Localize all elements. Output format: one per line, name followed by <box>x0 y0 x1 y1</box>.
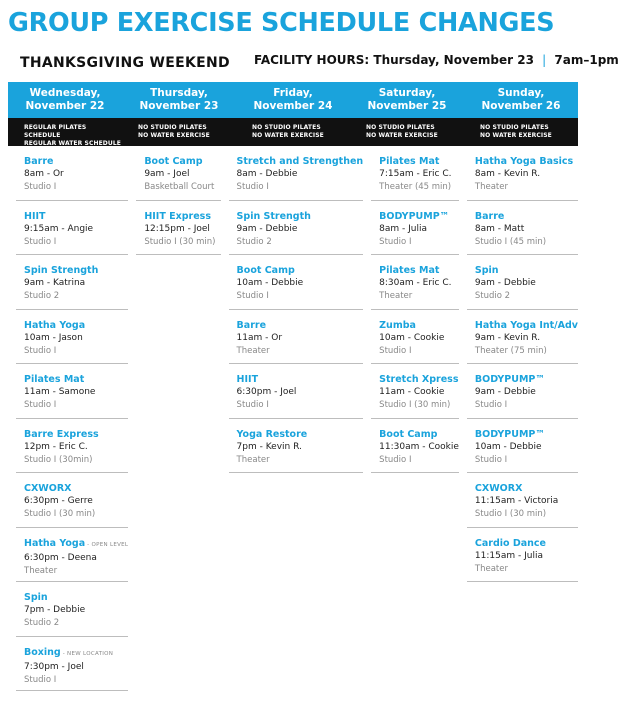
class-name-text: Hatha Yoga Basics <box>474 156 574 167</box>
note-line: REGULAR WATER SCHEDULE <box>24 140 121 147</box>
class-entry <box>8 364 128 419</box>
class-name-text: Stretch and Strengthen <box>236 156 364 167</box>
class-entry <box>459 528 578 583</box>
class-entry <box>8 255 128 310</box>
class-name <box>475 210 578 223</box>
class-location: Studio I <box>24 236 57 247</box>
class-name-text: Barre <box>24 156 54 167</box>
day-date: November 24 <box>253 100 333 112</box>
facility-hours-label: FACILITY HOURS: <box>254 53 370 67</box>
subheading <box>20 52 619 71</box>
note-line: NO WATER EXERCISE <box>252 132 324 139</box>
class-entry <box>363 419 459 474</box>
class-location: Studio I <box>474 400 508 410</box>
class-location: Studio I <box>236 291 269 301</box>
class-location: Theater <box>236 454 270 465</box>
class-name <box>24 319 128 332</box>
class-name-text: Yoga Restore <box>236 428 308 440</box>
class-entry <box>363 310 459 365</box>
note-line: REGULAR PILATES SCHEDULE <box>24 124 87 139</box>
day-column-saturday <box>363 146 459 691</box>
class-entry <box>459 419 578 474</box>
class-time-instructor: 7:30pm - Joel <box>24 661 84 672</box>
class-time-instructor: 7pm - Kevin R. <box>236 441 302 452</box>
class-time-instructor: 8am - Or <box>24 169 64 179</box>
day-weekday: Saturday, <box>378 87 436 99</box>
class-time-instructor: 7pm - Debbie <box>24 605 86 615</box>
class-entry <box>8 310 128 365</box>
class-name <box>475 428 578 441</box>
note-line: NO STUDIO PILATES <box>366 124 435 131</box>
class-name <box>379 319 459 332</box>
class-time-instructor: 6:30pm - Gerre <box>24 496 93 506</box>
class-name <box>475 319 578 332</box>
class-name-text: Stretch Xpress <box>379 374 459 385</box>
class-time-instructor: 12:15pm - Joel <box>144 223 210 234</box>
class-name <box>24 537 128 552</box>
class-name <box>237 264 364 277</box>
class-location: Theater (45 min) <box>379 182 452 192</box>
class-entry <box>8 473 128 528</box>
class-name <box>24 155 128 168</box>
class-name-text: CXWORX <box>24 483 72 494</box>
class-name-text: Barre Express <box>24 428 99 440</box>
class-time-instructor: 10am - Cookie <box>379 332 445 343</box>
class-time-instructor: 8am - Julia <box>379 223 428 234</box>
day-note-wednesday <box>8 118 122 146</box>
class-name <box>237 155 364 168</box>
class-name <box>475 155 578 168</box>
class-name-text: Hatha Yoga Int/Adv <box>474 319 578 331</box>
class-entry <box>363 146 459 201</box>
class-name <box>379 264 459 277</box>
class-location: Theater <box>236 345 270 356</box>
class-time-instructor: 6:30pm - Joel <box>236 387 297 397</box>
class-location: Studio I (30min) <box>24 454 93 465</box>
class-name-text: Boxing <box>24 646 61 658</box>
class-entry <box>8 201 128 256</box>
day-header-saturday <box>350 82 464 118</box>
class-time-instructor: 9am - Debbie <box>474 278 536 288</box>
class-entry <box>459 255 578 310</box>
note-line: NO STUDIO PILATES <box>138 124 207 131</box>
class-location: Theater <box>379 291 413 301</box>
class-name-text: Hatha Yoga <box>24 319 86 331</box>
day-header-sunday <box>464 82 578 118</box>
class-name <box>379 428 459 441</box>
day-column-friday <box>221 146 364 691</box>
class-location: Studio I <box>24 345 57 356</box>
class-entry <box>459 310 578 365</box>
class-time-instructor: 9:15am - Angie <box>24 223 94 234</box>
class-location: Studio I <box>379 454 412 465</box>
class-entry <box>363 364 459 419</box>
class-location: Studio I (30 min) <box>379 400 451 410</box>
class-name <box>237 428 364 441</box>
class-location: Studio 2 <box>236 236 272 247</box>
class-entry <box>459 146 578 201</box>
class-location: Studio I (30 min) <box>474 509 547 519</box>
class-location: Theater <box>24 565 58 576</box>
class-name <box>379 155 459 168</box>
class-entry <box>459 201 578 256</box>
day-date: November 26 <box>481 100 561 112</box>
class-location: Studio I <box>474 454 508 465</box>
class-name-text: BODYPUMP™ <box>474 374 545 385</box>
class-time-instructor: 11am - Cookie <box>379 387 445 397</box>
day-column-wednesday <box>8 146 128 691</box>
day-column-sunday <box>459 146 578 691</box>
class-name-text: Boot Camp <box>144 156 203 167</box>
day-weekday: Friday, <box>273 87 313 99</box>
class-entry <box>8 419 128 474</box>
class-name-text: Barre <box>236 319 267 331</box>
day-header-wednesday <box>8 82 122 118</box>
class-time-instructor: 9am - Katrina <box>24 278 86 288</box>
class-location: Studio I <box>236 182 269 192</box>
class-entry <box>221 146 364 201</box>
class-location: Studio I <box>24 182 57 192</box>
class-time-instructor: 12pm - Eric C. <box>24 441 88 452</box>
class-name <box>144 155 220 168</box>
class-entry <box>363 201 459 256</box>
class-time-instructor: 8am - Matt <box>474 223 525 234</box>
class-name <box>24 264 128 277</box>
class-name-text: HIIT <box>24 210 46 222</box>
class-name-text: Spin Strength <box>24 265 99 276</box>
class-entry <box>8 146 128 201</box>
day-weekday: Sunday, <box>497 87 545 99</box>
class-name <box>475 264 578 277</box>
class-location: Studio 2 <box>24 618 60 628</box>
class-name-text: Spin Strength <box>236 210 311 222</box>
class-name <box>24 646 128 661</box>
class-time-instructor: 9am - Kevin R. <box>474 332 541 343</box>
class-entry <box>221 255 364 310</box>
day-weekday: Thursday, <box>150 87 208 99</box>
class-time-instructor: 7:15am - Eric C. <box>379 169 452 179</box>
class-tag: - OPEN LEVEL <box>87 541 129 548</box>
class-location: Studio 2 <box>24 291 60 301</box>
class-name-text: Spin <box>24 592 48 603</box>
class-name-text: BODYPUMP™ <box>379 210 450 222</box>
class-name <box>379 373 459 386</box>
class-name-text: Zumba <box>379 319 416 331</box>
class-location: Studio I (45 min) <box>474 236 547 247</box>
day-weekday: Wednesday, <box>29 87 101 99</box>
schedule-notes-band <box>8 118 578 146</box>
note-line: NO STUDIO PILATES <box>480 124 549 131</box>
class-time-instructor: 10am - Debbie <box>474 441 542 452</box>
class-entry <box>8 637 128 692</box>
class-name-text: BODYPUMP™ <box>474 428 545 440</box>
class-name <box>144 210 220 223</box>
class-time-instructor: 11am - Or <box>236 332 283 343</box>
day-header-thursday <box>122 82 236 118</box>
class-name-text: Boot Camp <box>379 428 438 440</box>
class-name-text: Cardio Dance <box>474 537 546 549</box>
class-entry <box>221 419 364 474</box>
class-entry <box>8 528 128 583</box>
day-note-sunday <box>464 118 578 146</box>
note-line: NO WATER EXERCISE <box>480 132 552 139</box>
class-name-text: Spin <box>474 265 499 276</box>
class-time-instructor: 10am - Debbie <box>236 278 304 288</box>
day-date: November 25 <box>367 100 447 112</box>
class-time-instructor: 9am - Joel <box>144 169 190 179</box>
class-time-instructor: 11:15am - Julia <box>474 550 543 561</box>
class-name <box>24 482 128 495</box>
class-name <box>237 210 364 223</box>
class-location: Studio I <box>236 400 269 410</box>
class-location: Studio I <box>379 345 412 356</box>
class-entry <box>221 201 364 256</box>
page-title: GROUP EXERCISE SCHEDULE CHANGES <box>8 8 555 38</box>
class-name-text: Pilates Mat <box>24 374 85 385</box>
day-note-thursday <box>122 118 236 146</box>
class-time-instructor: 6:30pm - Deena <box>24 552 97 563</box>
day-note-saturday <box>350 118 464 146</box>
class-entry <box>459 473 578 528</box>
class-name <box>24 373 128 386</box>
class-name <box>475 482 578 495</box>
class-name <box>24 428 128 441</box>
class-location: Studio 2 <box>474 291 511 301</box>
class-name <box>237 373 364 386</box>
day-column-thursday <box>128 146 220 691</box>
class-location: Studio I <box>24 400 57 410</box>
weekend-label: THANKSGIVING WEEKEND <box>20 55 230 71</box>
class-location: Basketball Court <box>144 182 215 192</box>
class-entry <box>8 582 128 637</box>
class-location: Theater (75 min) <box>474 345 547 356</box>
facility-hours-date: Thursday, November 23 <box>373 53 534 67</box>
class-time-instructor: 8:30am - Eric C. <box>379 278 452 288</box>
class-entry <box>363 255 459 310</box>
class-entry <box>459 364 578 419</box>
class-time-instructor: 10am - Jason <box>24 332 83 343</box>
class-time-instructor: 11:15am - Victoria <box>474 496 559 506</box>
class-name-text: Barre <box>474 210 505 222</box>
schedule-grid <box>8 146 578 691</box>
class-time-instructor: 8am - Kevin R. <box>474 169 541 179</box>
class-entry <box>128 146 220 201</box>
class-name-text: HIIT <box>236 374 259 385</box>
class-name-text: Hatha Yoga <box>24 537 86 549</box>
class-entry <box>221 310 364 365</box>
class-name <box>475 537 578 550</box>
class-location: Studio I <box>24 674 57 685</box>
facility-hours <box>254 53 619 67</box>
class-entry <box>128 201 220 256</box>
day-date: November 23 <box>139 100 219 112</box>
class-name <box>237 319 364 332</box>
class-name <box>379 210 459 223</box>
class-location: Studio I (30 min) <box>144 236 216 247</box>
class-name-text: Boot Camp <box>236 265 295 276</box>
class-name-text: Pilates Mat <box>379 156 440 167</box>
class-name <box>24 591 128 604</box>
class-location: Theater <box>474 563 508 574</box>
class-name-text: HIIT Express <box>144 210 211 222</box>
day-note-friday <box>236 118 350 146</box>
facility-hours-time: 7am–1pm <box>554 53 619 67</box>
class-location: Studio I (30 min) <box>24 509 96 519</box>
class-time-instructor: 8am - Debbie <box>236 169 298 179</box>
day-header-band <box>8 82 578 118</box>
class-time-instructor: 11am - Samone <box>24 387 96 397</box>
class-entry <box>221 364 364 419</box>
class-time-instructor: 11:30am - Cookie <box>379 441 459 452</box>
day-header-friday <box>236 82 350 118</box>
class-name <box>475 373 578 386</box>
class-name-text: CXWORX <box>474 483 523 494</box>
class-name <box>24 210 128 223</box>
class-name-text: Pilates Mat <box>379 265 440 276</box>
class-time-instructor: 9am - Debbie <box>474 387 536 397</box>
class-time-instructor: 9am - Debbie <box>236 223 298 234</box>
day-date: November 22 <box>25 100 105 112</box>
note-line: NO WATER EXERCISE <box>366 132 438 139</box>
class-location: Studio I <box>379 236 412 247</box>
class-tag: - NEW LOCATION <box>62 650 114 657</box>
note-line: NO STUDIO PILATES <box>252 124 321 131</box>
hours-separator: | <box>542 53 547 67</box>
note-line: NO WATER EXERCISE <box>138 132 210 139</box>
class-location: Theater <box>474 182 508 192</box>
